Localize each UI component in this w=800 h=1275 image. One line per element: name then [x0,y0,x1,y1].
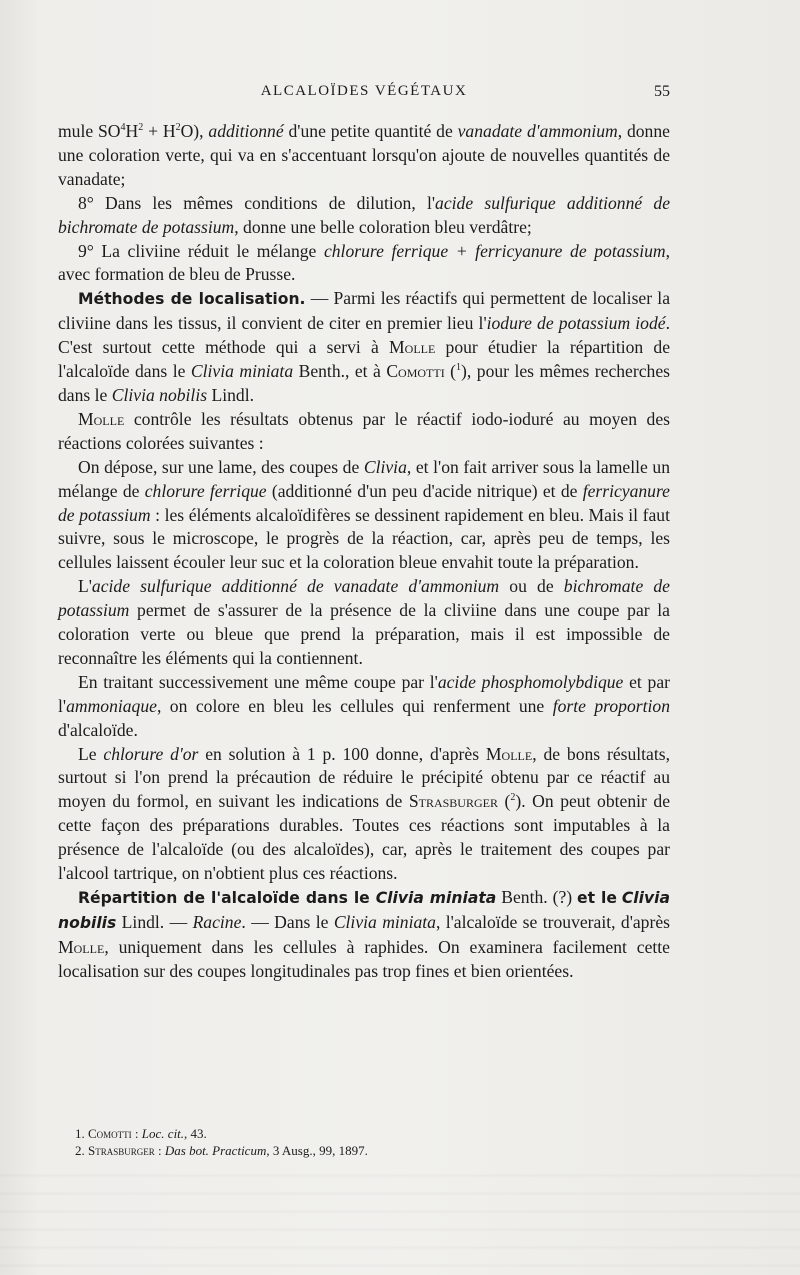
footnotes [75,1125,675,1159]
paragraph: 8° Dans les mêmes conditions de dilution, l'acide sulfurique additionné de bichromate de potassium, donne une belle coloration bleu verdâtre; [58,192,671,237]
paragraph: L'acide sulfurique additionné de vanadate d'ammonium ou de bichromate de potassium permet de s'assurer de la présence de la cliviine dans une coupe par la coloration verte ou bleue que prend la préparation, mais il est impossible de reconnaître les éléments qui la contiennent. [58,576,670,668]
footnote: 1. Comotti : Loc. cit., 43. [75,1126,207,1141]
footnote-ref: 2 [510,792,516,804]
running-head-title: ALCALOÏDES VÉGÉTAUX [260,83,468,99]
paragraph: Méthodes de localisation. — Parmi les réactifs qui permettent de localiser la cliviine dans les tissus, il convient de citer en premier lieu l'iodure de potassium iodé. C'est surtout cette méthode qui a servi à Molle pour étudier la répartition de l'alcaloïde dans le Clivia miniata Benth., et à Comotti ($^1$), pour les mêmes recherches dans le Clivia nobilis Lindl. [58,288,671,405]
footnote-ref: 1 [456,362,462,374]
paragraph: 9° La cliviine réduit le mélange chlorure ferrique + ferricyanure de potassium, avec formation de bleu de Prusse. [58,240,670,285]
paragraph: mule $SO^4H^2 + H^2O$), additionné d'une petite quantité de vanadate d'ammonium, donne une coloration verte, qui va en s'accentuant lorsqu'on ajoute de nouvelles quantités de vanadate; [58,121,670,189]
paragraph: Molle contrôle les résultats obtenus par le réactif iodo-ioduré au moyen des réactions colorées suivantes : [58,408,670,453]
paragraph: Répartition de l'alcaloïde dans le Clivia miniata Benth. (?) et le Clivia nobilis Lindl. — Racine. — Dans le Clivia miniata, l'alcaloïde se trouverait, d'après Molle, uniquement dans les cellules à raphides. On examinera facilement cette localisation sur des coupes longitudinales pas trop fines et bien orientées. [58,887,670,981]
show-through-texture [0,1160,800,1270]
paragraph: En traitant successivement une même coupe par l'acide phosphomolybdique et par l'ammoniaque, on colore en bleu les cellules qui renferment une forte proportion d'alcaloïde. [58,671,670,740]
section-heading: Répartition de l'alcaloïde dans le [78,889,376,907]
paragraph: Le chlorure d'or en solution à 1 p. 100 donne, d'après Molle, de bons résultats, surtout si l'on prend la précaution de réduire le précipité obtenu par ce réactif au moyen du formol, en suivant les indications de Strasburger ($^2$). On peut obtenir de cette façon des préparations durables. Toutes ces réactions sont imputables à la présence de l'alcaloïde (ou des alcaloïdes), car, après le traitement des coupes par l'alcool tartrique, on n'obtient plus ces réactions. [58,743,671,884]
footnote: 2. Strasburger : Das bot. Practicum, 3 Ausg., 99, 1897. [75,1143,368,1158]
page-number: 55 [654,83,670,100]
running-head [58,83,670,107]
paragraph: On dépose, sur une lame, des coupes de Clivia, et l'on fait arriver sous la lamelle un mélange de chlorure ferrique (additionné d'un peu d'acide nitrique) et de ferricyanure de potassium : les éléments alcaloïdifères se dessinent rapidement en bleu. Mais il faut suivre, sous le microscope, le progrès de la réaction, car, après peu de temps, les cellules laissent écouler leur suc et la coloration bleue envahit toute la préparation. [58,456,670,573]
section-heading: Méthodes de localisation. [78,290,306,309]
body-text [58,120,670,984]
